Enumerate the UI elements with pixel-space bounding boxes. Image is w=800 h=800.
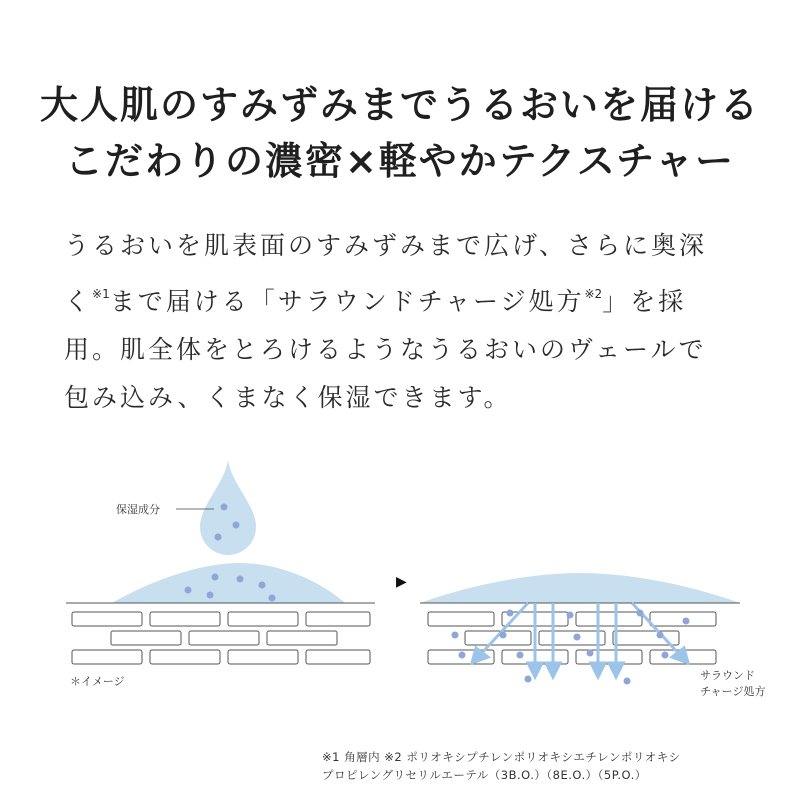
brick: [72, 612, 142, 626]
brick: [150, 612, 220, 626]
left-panel: [66, 460, 375, 688]
mound-dot: [259, 582, 266, 589]
brick: [228, 650, 298, 664]
arrow-head: [546, 663, 560, 677]
brick: [267, 631, 337, 645]
brick: [428, 612, 494, 626]
dot: [574, 634, 581, 641]
right-panel: [420, 573, 765, 698]
penetration-arrows: [472, 603, 688, 677]
dot: [452, 632, 459, 639]
headline-line-2: こだわりの濃密×軽やかテクスチャー: [64, 139, 736, 183]
brick: [111, 631, 181, 645]
brick: [576, 612, 642, 626]
dot: [525, 676, 532, 683]
brick: [539, 631, 605, 645]
body-line-3: 用。肌全体をとろけるようなうるおいのヴェールで: [64, 335, 707, 364]
body-paragraph: [64, 222, 754, 422]
brick: [72, 650, 142, 664]
skin-illustration: [0, 455, 800, 715]
body-line-2-c: 」を採: [602, 287, 687, 316]
dot: [683, 618, 690, 625]
formula-label-line-2: チャージ処方: [700, 685, 766, 698]
brick: [465, 631, 531, 645]
footnote-line-2: プロピレングリセリルエーテル（3B.O.）（8E.O.）（5P.O.）: [322, 768, 647, 782]
arrow-shaft: [480, 603, 528, 655]
image-note: ＊イメージ: [70, 675, 125, 688]
dot: [657, 632, 664, 639]
arrow-head: [528, 663, 542, 677]
body-line-2-b: まで届ける「サラウンドチャージ処方: [109, 287, 585, 316]
brick: [306, 612, 370, 626]
dot: [662, 652, 669, 659]
brick: [228, 612, 298, 626]
dot: [624, 678, 631, 685]
droplet-dot: [221, 504, 228, 511]
moisture-label: 保湿成分: [116, 503, 160, 516]
headline-line-1: 大人肌のすみずみまでうるおいを届ける: [39, 83, 760, 127]
dot: [637, 610, 644, 617]
body-line-2: [64, 270, 754, 326]
dot: [587, 650, 594, 657]
body-line-1: うるおいを肌表面のすみずみまで広げ、さらに奥深: [64, 231, 708, 260]
formula-label-line-1: サラウンド: [700, 669, 755, 682]
left-bricks: [72, 612, 370, 664]
moisture-mound: [112, 563, 345, 603]
dot: [459, 652, 466, 659]
footnote-ref-2: ※2: [584, 287, 603, 301]
footnote-line-1: ※1 角層内 ※2 ポリオキシプチレンポリオキシエチレンポリオキシ: [322, 750, 681, 764]
mound-dot: [237, 576, 244, 583]
dot: [507, 610, 514, 617]
mound-dot: [207, 592, 214, 599]
body-line-2-a: く: [64, 287, 93, 316]
mound-dot: [185, 587, 192, 594]
brick: [650, 612, 716, 626]
mound-dot: [269, 595, 276, 602]
arrow-head: [609, 663, 623, 677]
dot: [517, 652, 524, 659]
dot: [500, 632, 507, 639]
droplet-dot: [215, 534, 222, 541]
footnote-ref-1: ※1: [92, 287, 110, 301]
dot: [567, 612, 574, 619]
moisture-veil: [420, 573, 740, 603]
transition-arrow-icon: ▶: [396, 574, 407, 590]
brick: [150, 650, 220, 664]
moisture-droplet: [200, 460, 256, 555]
mound-dot: [212, 574, 219, 581]
arrow-head: [591, 663, 605, 677]
body-line-4: 包み込み、くまなく保湿できます。: [64, 383, 512, 412]
brick: [189, 631, 259, 645]
droplet-dot: [233, 522, 240, 529]
brick: [306, 650, 370, 664]
